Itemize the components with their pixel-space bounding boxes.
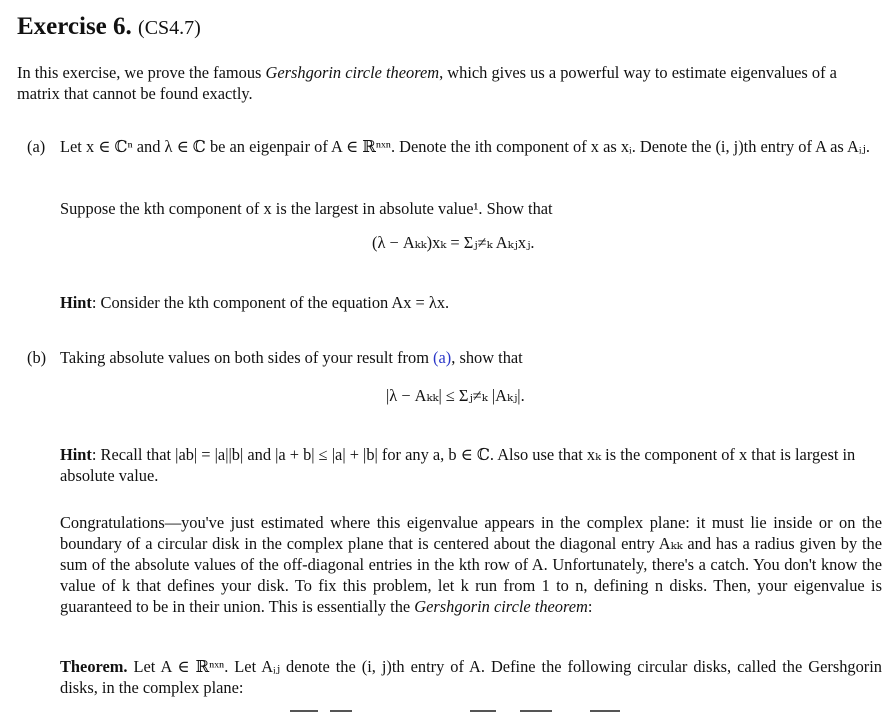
exercise-title (17, 12, 201, 43)
exercise-label: Exercise 6. (17, 13, 132, 40)
part-a-hint-label: Hint (60, 293, 92, 312)
part-b-hint: Hint: Recall that |ab| = |a||b| and |a + b| ≤ |a| + |b| for any a, b ∈ ℂ. Also use that xₖ is the component of x that is largest in absolute value. (60, 445, 856, 485)
intro-paragraph: In this exercise, we prove the famous Gershgorin circle theorem, which gives us a powerful way to estimate eigenvalues of a matrix that cannot be found exactly. (17, 63, 837, 103)
part-a-hint: Hint: Consider the kth component of the equation Ax = λx. (60, 293, 450, 312)
cutoff-equation (0, 708, 896, 723)
part-a-equation: (λ − Aₖₖ)xₖ = Σⱼ≠ₖ Aₖⱼxⱼ. (372, 233, 535, 252)
congrats-theorem-name: Gershgorin circle theorem (414, 597, 588, 616)
part-b-statement: Taking absolute values on both sides of your result from (a), show that (60, 348, 523, 367)
part-a-statement: Let x ∈ ℂⁿ and λ ∈ ℂ be an eigenpair of A ∈ ℝⁿˣⁿ. Denote the ith component of x as xᵢ. Denote the (i, j)th entry of A as Aᵢⱼ. (60, 137, 870, 156)
congratulations-paragraph: Congratulations—you've just estimated where this eigenvalue appears in the complex plane: it must lie inside or on the boundary of a circular disk in the complex plane that is centered about the diagonal entry Aₖₖ and has a radius given by the sum of the absolute values of the off-diagonal entries in the kth row of A. Unfortunately, there's a catch. You don't know the value of k that defines your disk. To fix this problem, let k run from 1 to n, defining n disks. Then, your eigenvalue is guaranteed to be in their union. This is essentially the Gershgorin circle theorem: (60, 513, 882, 616)
cutoff-mark (290, 710, 318, 712)
intro-theorem-name: Gershgorin circle theorem (265, 63, 440, 82)
theorem-label: Theorem. (60, 657, 128, 676)
part-a-link[interactable]: (a) (433, 348, 452, 367)
cutoff-mark (330, 710, 352, 712)
theorem-paragraph: Theorem. Let A ∈ ℝⁿˣⁿ. Let Aᵢⱼ denote the (i, j)th entry of A. Define the following circular disks, called the Gershgorin disks, in the complex plane: (60, 657, 882, 697)
part-a-suppose: Suppose the kth component of x is the largest in absolute value¹. Show that (60, 199, 553, 218)
part-b-hint-label: Hint (60, 445, 92, 464)
exercise-ref: (CS4.7) (138, 17, 201, 39)
cutoff-mark (590, 710, 620, 712)
cutoff-mark (520, 710, 552, 712)
cutoff-mark (470, 710, 496, 712)
part-b-label: (b) (27, 348, 47, 367)
part-a-label: (a) (27, 137, 46, 156)
part-b-equation: |λ − Aₖₖ| ≤ Σⱼ≠ₖ |Aₖⱼ|. (386, 386, 525, 405)
